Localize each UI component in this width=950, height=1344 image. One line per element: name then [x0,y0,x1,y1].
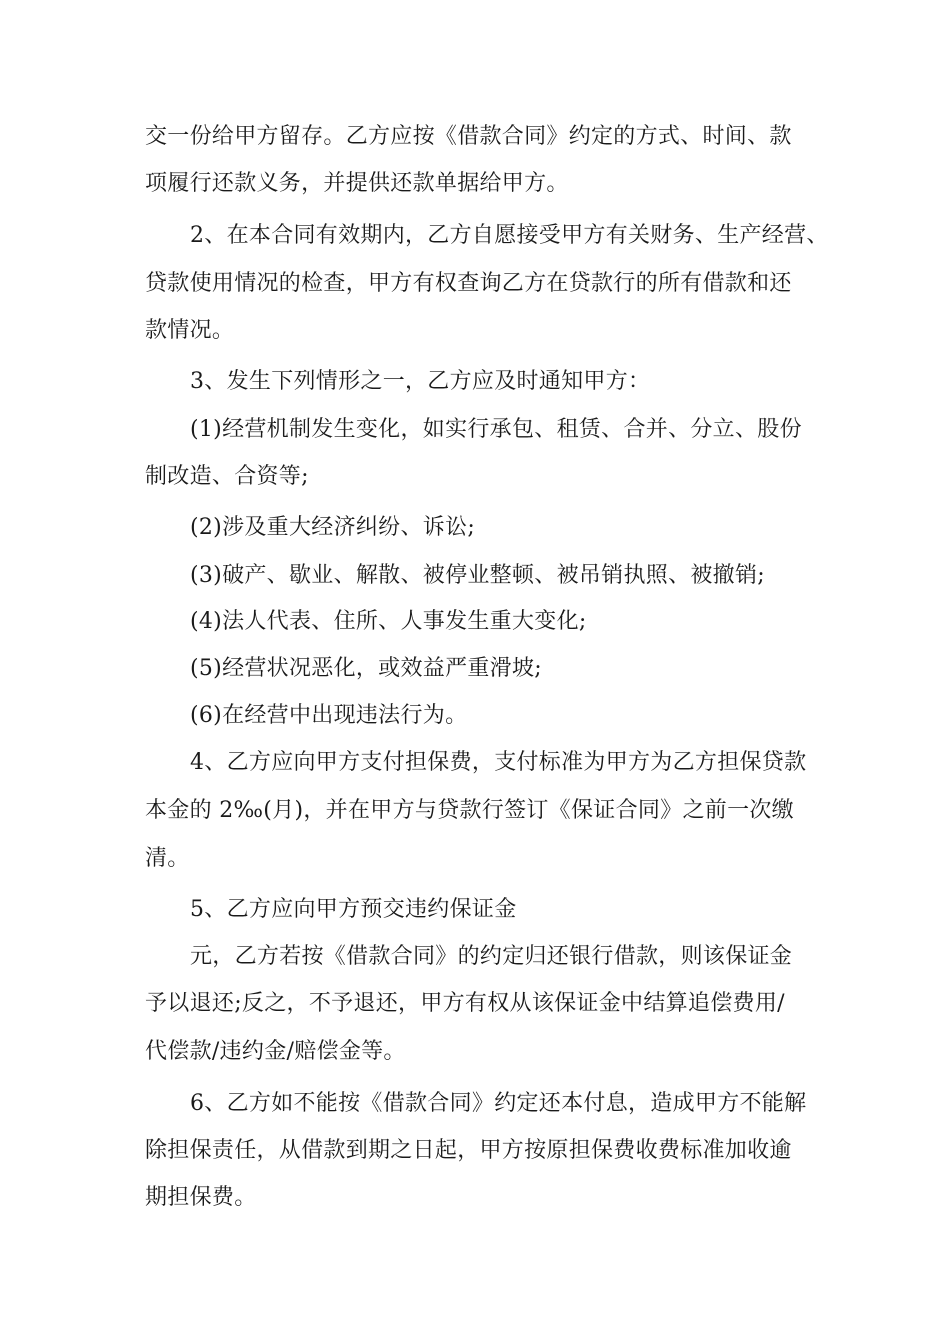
text-line-5: 款情况。 [145,318,235,343]
text-line-14: 4、乙方应向甲方支付担保费，支付标准为甲方为乙方担保贷款 [190,750,807,775]
text-line-23: 期担保费。 [145,1185,257,1210]
text-line-11: (4)法人代表、住所、人事发生重大变化; [190,609,587,634]
text-line-9: (2)涉及重大经济纠纷、诉讼; [190,515,476,540]
text-line-7: (1)经营机制发生变化，如实行承包、租赁、合并、分立、股份 [190,417,802,442]
text-line-8: 制改造、合资等; [145,464,309,489]
text-line-16: 清。 [145,846,190,871]
text-line-1: 交一份给甲方留存。乙方应按《借款合同》约定的方式、时间、款 [145,124,792,149]
text-line-22: 除担保责任，从借款到期之日起，甲方按原担保费收费标准加收逾 [145,1138,792,1163]
text-line-20: 代偿款/违约金/赔偿金等。 [145,1039,406,1064]
text-line-3: 2、在本合同有效期内，乙方自愿接受甲方有关财务、生产经营、 [190,223,829,248]
text-line-12: (5)经营状况恶化，或效益严重滑坡; [190,656,542,681]
text-line-15: 本金的 2‰(月)，并在甲方与贷款行签订《保证合同》之前一次缴 [145,798,794,823]
text-line-17: 5、乙方应向甲方预交违约保证金 [190,897,517,922]
text-line-2: 项履行还款义务，并提供还款单据给甲方。 [145,171,569,196]
text-line-6: 3、发生下列情形之一，乙方应及时通知甲方： [190,369,651,394]
text-line-10: (3)破产、歇业、解散、被停业整顿、被吊销执照、被撤销; [190,563,765,588]
text-line-13: (6)在经营中出现违法行为。 [190,703,468,728]
text-line-4: 贷款使用情况的检查，甲方有权查询乙方在贷款行的所有借款和还 [145,271,792,296]
text-line-21: 6、乙方如不能按《借款合同》约定还本付息，造成甲方不能解 [190,1091,807,1116]
text-line-18: 元，乙方若按《借款合同》的约定归还银行借款，则该保证金 [190,944,793,969]
text-line-19: 予以退还;反之，不予退还，甲方有权从该保证金中结算追偿费用/ [145,991,785,1016]
